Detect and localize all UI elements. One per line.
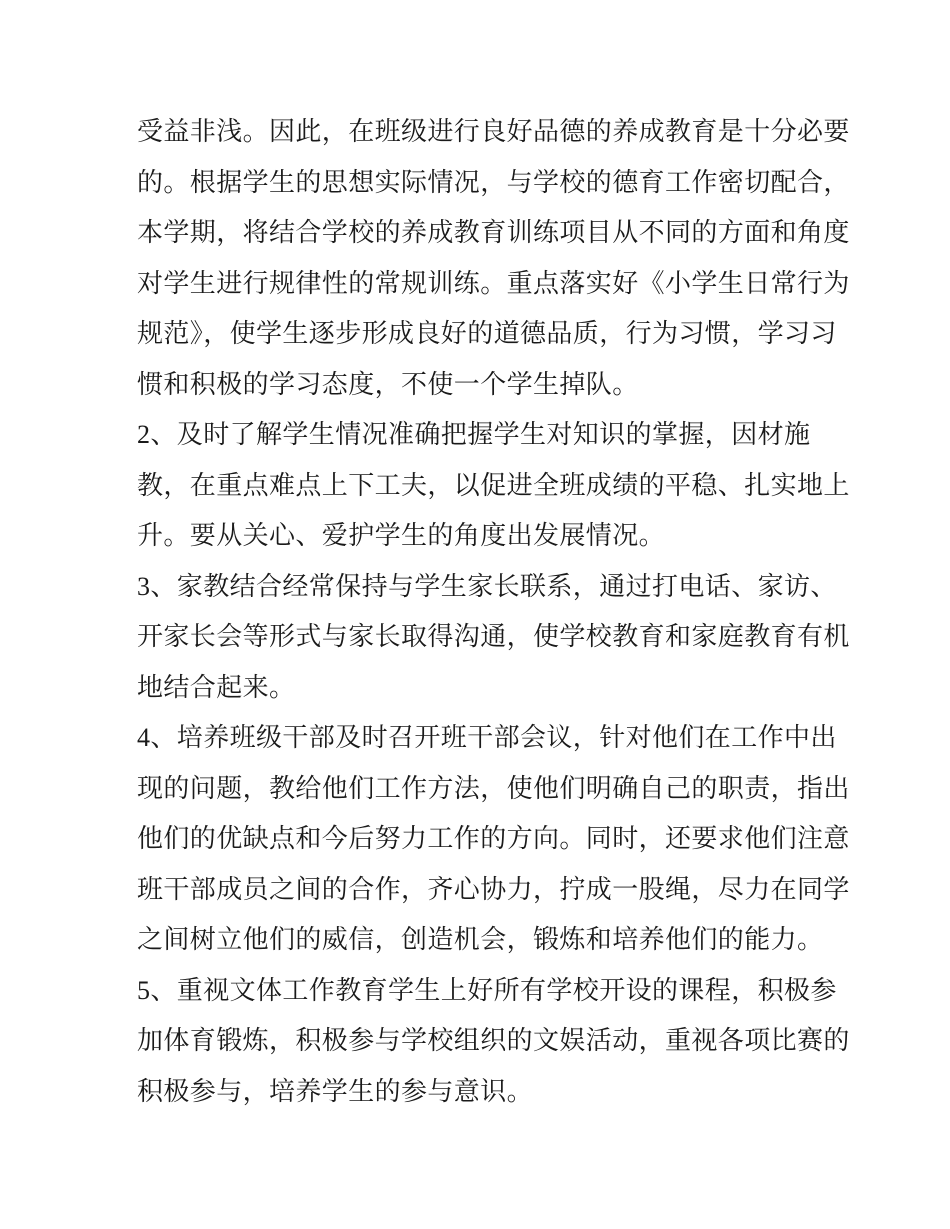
paragraph [137,713,897,966]
text-line: 他们的优缺点和今后努力工作的方向。同时，还要求他们注意 [137,824,850,853]
text-line: 地结合起来。 [137,672,296,702]
paragraph [137,966,897,1118]
text-line: 的。根据学生的思想实际情况，与学校的德育工作密切配合， [137,167,850,197]
text-line: 5、重视文体工作教育学生上好所有学校开设的课程，积极参 [137,975,837,1005]
text-line: 规范》，使学生逐步形成良好的道德品质，行为习惯，学习习 [137,319,837,348]
text-line: 受益非浅。因此，在班级进行良好品德的养成教育是十分必要 [137,117,850,146]
text-line: 积极参与，培养学生的参与意识。 [137,1076,534,1106]
text-line: 本学期，将结合学校的养成教育训练项目从不同的方面和角度 [137,218,850,247]
text-line: 班干部成员之间的合作，齐心协力，拧成一股绳，尽力在同学 [137,874,850,904]
text-line: 教，在重点难点上下工夫，以促进全班成绩的平稳、扎实地上 [137,470,850,500]
text-line: 之间树立他们的威信，创造机会，锻炼和培养他们的能力。 [137,925,824,954]
text-line: 升。要从关心、爱护学生的角度出发展情况。 [137,521,666,550]
paragraph [137,410,897,562]
text-line: 2、及时了解学生情况准确把握学生对知识的掌握，因材施 [137,420,811,449]
paragraph [137,562,897,714]
text-line: 3、家教结合经常保持与学生家长联系，通过打电话、家访、 [137,571,837,601]
paragraph [137,107,897,410]
document-body [137,107,897,1117]
text-line: 4、培养班级干部及时召开班干部会议，针对他们在工作中出 [137,723,837,752]
text-line: 加体育锻炼，积极参与学校组织的文娱活动，重视各项比赛的 [137,1026,850,1055]
text-line: 开家长会等形式与家长取得沟通，使学校教育和家庭教育有机 [137,622,850,651]
text-line: 现的问题，教给他们工作方法，使他们明确自己的职责，指出 [137,773,850,803]
text-line: 惯和积极的学习态度，不使一个学生掉队。 [137,369,639,399]
text-line: 对学生进行规律性的常规训练。重点落实好《小学生日常行为 [137,268,850,298]
